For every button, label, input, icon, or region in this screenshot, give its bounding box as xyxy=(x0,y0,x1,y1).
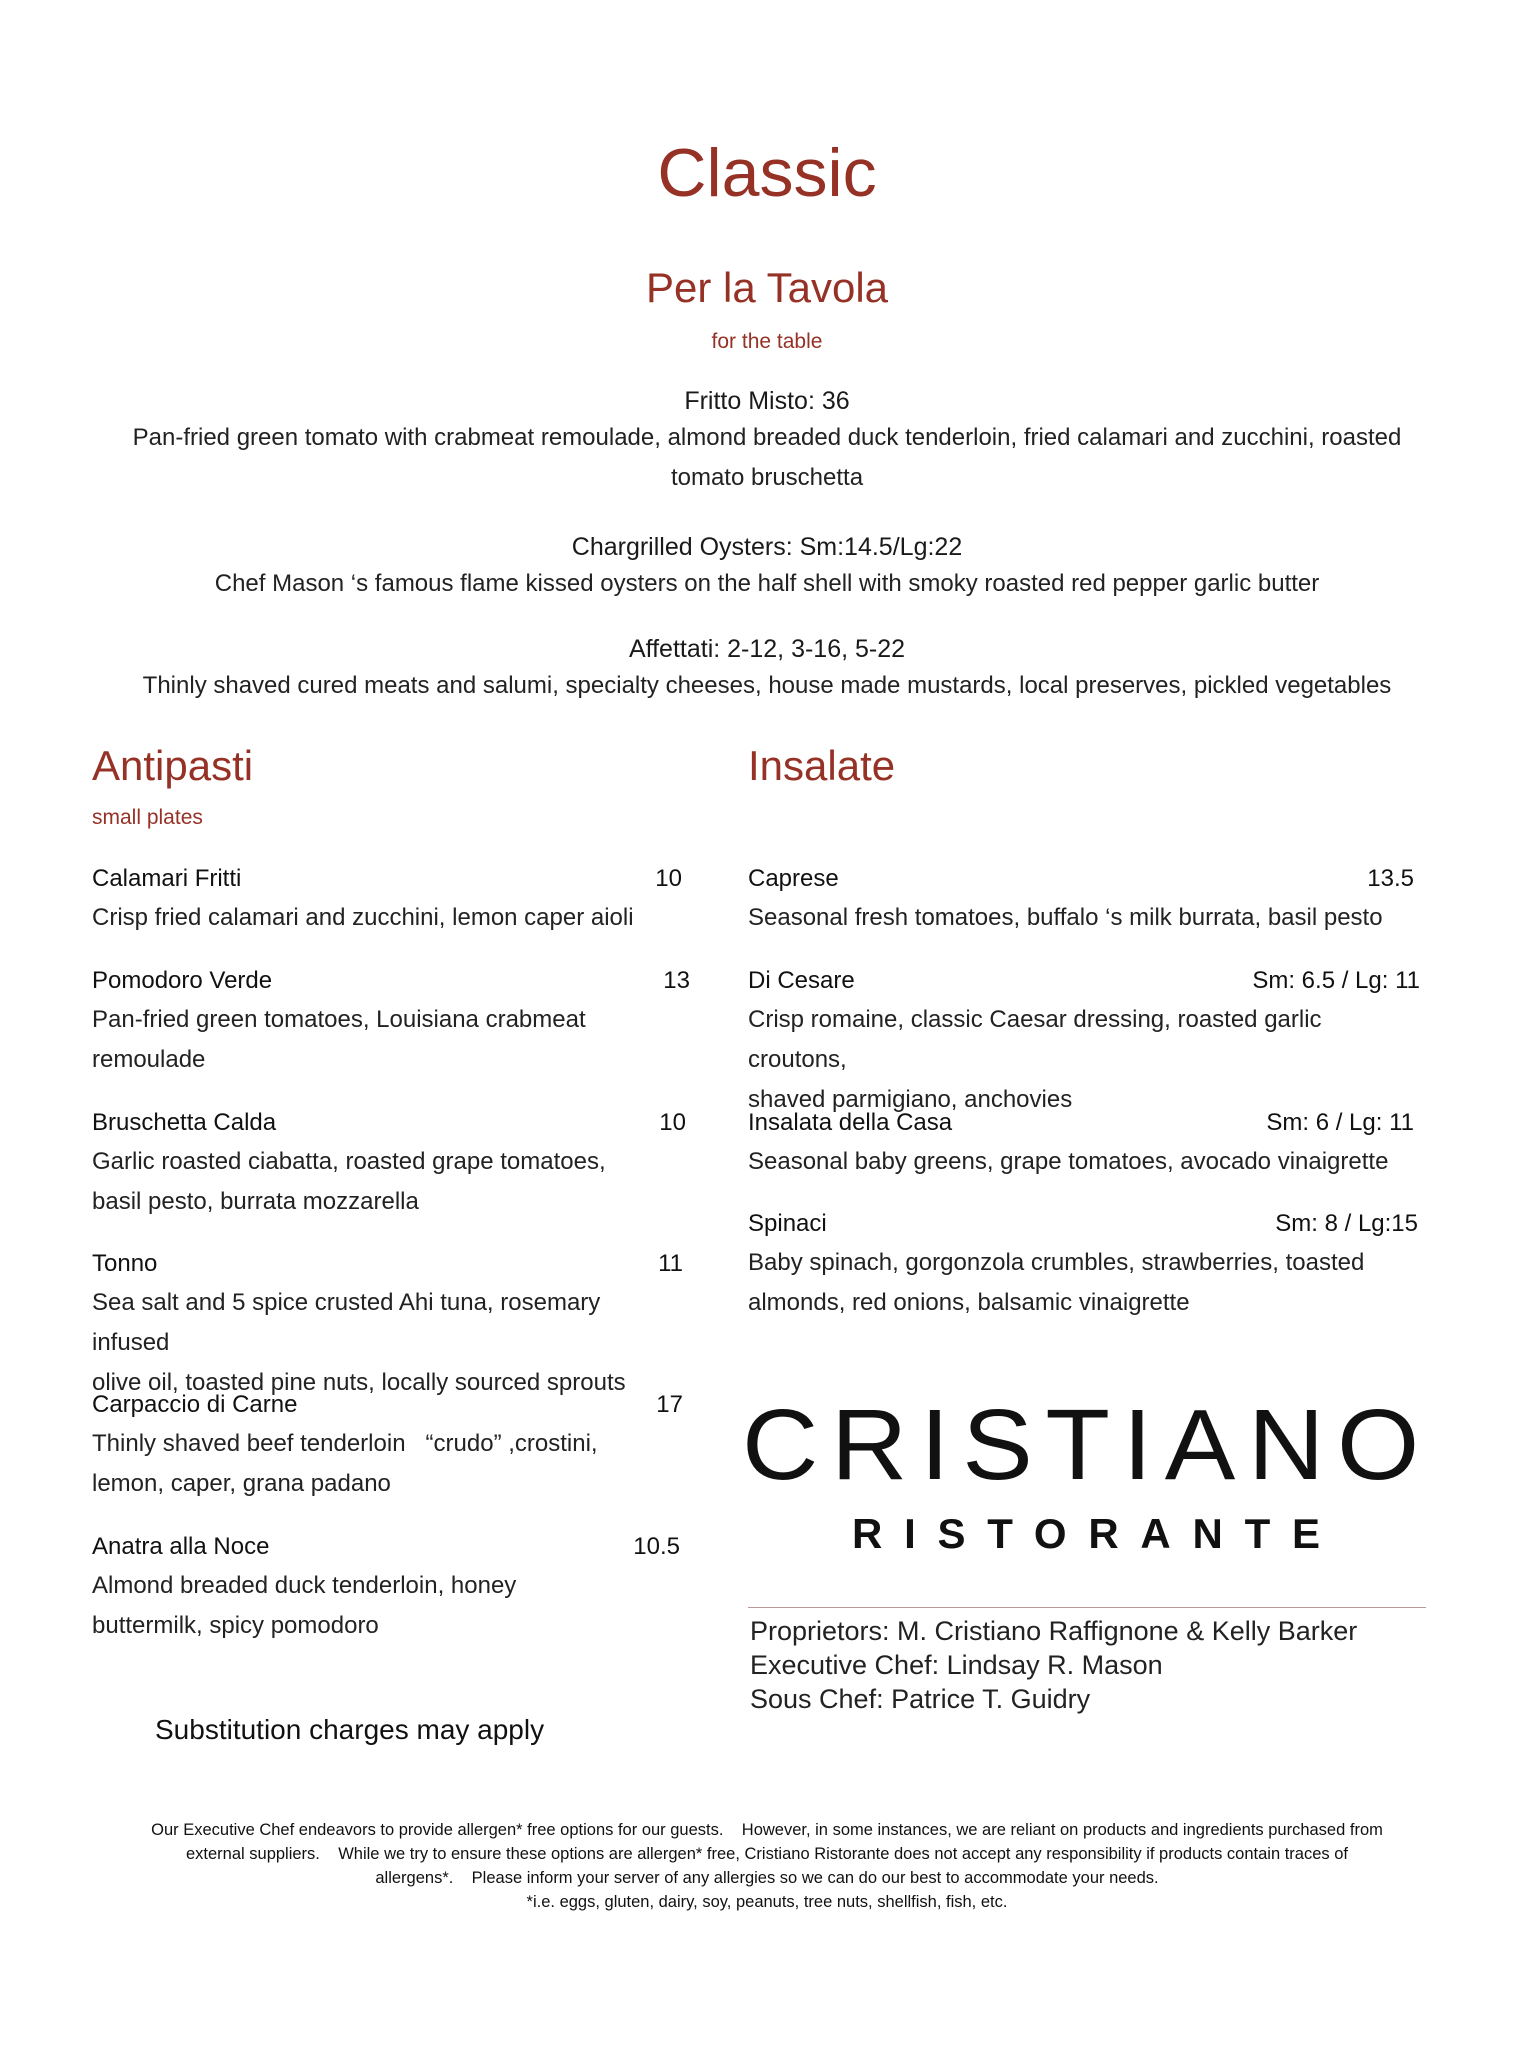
item-price: 10 xyxy=(655,865,682,892)
item-name: Insalata della Casa xyxy=(748,1109,953,1136)
item-price: Sm: 6 / Lg: 11 xyxy=(1266,1109,1414,1136)
item-name: Di Cesare xyxy=(748,967,855,994)
item-desc-line: buttermilk, spicy pomodoro xyxy=(92,1612,379,1639)
item-price: 10 xyxy=(659,1109,686,1136)
tavola-item xyxy=(80,384,1454,498)
disclaimer-line: *i.e. eggs, gluten, dairy, soy, peanuts, tree nuts, shellfish, fish, etc. xyxy=(526,1893,1008,1911)
item-name: Bruschetta Calda xyxy=(92,1109,277,1136)
insalate-item xyxy=(748,860,1414,938)
antipasti-item xyxy=(92,1104,686,1222)
substitution-note: Substitution charges may apply xyxy=(155,1714,545,1745)
tavola-item-desc-line: tomato bruschetta xyxy=(670,464,864,491)
antipasti-title: Antipasti xyxy=(92,742,254,789)
tavola-section-title: Per la Tavola xyxy=(645,264,889,311)
insalate-title: Insalate xyxy=(748,742,896,789)
antipasti-item xyxy=(92,1386,683,1504)
item-price: 13 xyxy=(663,967,690,994)
item-desc-line: Crisp romaine, classic Caesar dressing, roasted garlic croutons, xyxy=(748,1006,1322,1073)
logo-name: CRISTIANO xyxy=(742,1389,1432,1501)
item-desc-line: Crisp fried calamari and zucchini, lemon caper aioli xyxy=(92,904,634,931)
item-name: Calamari Fritti xyxy=(92,865,242,892)
item-name: Anatra alla Noce xyxy=(92,1533,270,1560)
antipasti-item xyxy=(92,1245,683,1403)
item-desc-line: Seasonal fresh tomatoes, buffalo ‘s milk burrata, basil pesto xyxy=(748,904,1383,931)
tavola-item-desc-line: Chef Mason ‘s famous flame kissed oysters on the half shell with smoky roasted red pepper garlic butter xyxy=(214,570,1320,597)
tavola-item-name: Fritto Misto: 36 xyxy=(684,387,850,415)
item-price: 10.5 xyxy=(633,1533,680,1560)
insalate-item xyxy=(748,962,1420,1120)
tavola-item-name: Chargrilled Oysters: Sm:14.5/Lg:22 xyxy=(571,533,963,561)
item-name: Spinaci xyxy=(748,1210,827,1237)
item-price: 13.5 xyxy=(1367,865,1414,892)
item-price: 17 xyxy=(656,1391,683,1418)
item-name: Pomodoro Verde xyxy=(92,967,273,994)
item-name: Carpaccio di Carne xyxy=(92,1391,298,1418)
page-title: Classic xyxy=(657,135,877,211)
tavola-section-subtitle: for the table xyxy=(711,330,823,353)
tavola-item-name: Affettati: 2-12, 3-16, 5-22 xyxy=(628,635,906,663)
item-desc-line: Almond breaded duck tenderloin, honey xyxy=(92,1572,517,1599)
item-price: 11 xyxy=(658,1250,683,1277)
tavola-item xyxy=(80,530,1454,604)
disclaimer-line: Our Executive Chef endeavors to provide allergen* free options for our guests. However, in some instances, we are reliant on products and ingredients purchased from xyxy=(151,1821,1383,1839)
proprietors-line: Proprietors: M. Cristiano Raffignone & Kelly Barker xyxy=(750,1616,1358,1646)
cristiano-logo xyxy=(740,1385,1434,1555)
antipasti-item xyxy=(92,1528,680,1646)
antipasti-item xyxy=(92,860,682,938)
insalate-item xyxy=(748,1104,1414,1182)
executive-chef-line: Executive Chef: Lindsay R. Mason xyxy=(750,1650,1163,1680)
disclaimer-line: external suppliers. While we try to ensure these options are allergen* free, Cristiano Ristorante does not accept any responsibility if products contain traces of xyxy=(185,1845,1348,1863)
item-desc-line: Seasonal baby greens, grape tomatoes, avocado vinaigrette xyxy=(748,1148,1389,1175)
item-desc-line: Pan-fried green tomatoes, Louisiana crabmeat xyxy=(92,1006,586,1033)
item-desc-line: Sea salt and 5 spice crusted Ahi tuna, rosemary infused xyxy=(92,1289,601,1356)
item-price: Sm: 6.5 / Lg: 11 xyxy=(1252,967,1420,994)
item-name: Tonno xyxy=(92,1250,158,1277)
item-desc-line: remoulade xyxy=(92,1046,206,1073)
tavola-item-desc-line: Pan-fried green tomato with crabmeat remoulade, almond breaded duck tenderloin, fried calamari and zucchini, roasted xyxy=(132,424,1402,451)
tavola-item xyxy=(80,632,1454,706)
disclaimer-line: allergens*. Please inform your server of any allergies so we can do our best to accommodate your needs. xyxy=(375,1869,1159,1887)
item-desc-line: olive oil, toasted pine nuts, locally sourced sprouts xyxy=(92,1369,626,1396)
item-name: Caprese xyxy=(748,865,839,892)
item-price: Sm: 8 / Lg:15 xyxy=(1275,1210,1418,1237)
logo-tagline: RISTORANTE xyxy=(852,1510,1320,1555)
tavola-item-desc-line: Thinly shaved cured meats and salumi, specialty cheeses, house made mustards, local preserves, pickled vegetables xyxy=(142,672,1392,699)
item-desc-line: Thinly shaved beef tenderloin “crudo” ,crostini, xyxy=(92,1430,598,1457)
item-desc-line: lemon, caper, grana padano xyxy=(92,1470,391,1497)
item-desc-line: almonds, red onions, balsamic vinaigrette xyxy=(748,1289,1190,1316)
sous-chef-line: Sous Chef: Patrice T. Guidry xyxy=(750,1684,1091,1714)
item-desc-line: basil pesto, burrata mozzarella xyxy=(92,1188,419,1215)
item-desc-line: Garlic roasted ciabatta, roasted grape tomatoes, xyxy=(92,1148,606,1175)
insalate-item xyxy=(748,1205,1418,1323)
item-desc-line: shaved parmigiano, anchovies xyxy=(748,1086,1073,1113)
item-desc-line: Baby spinach, gorgonzola crumbles, strawberries, toasted xyxy=(748,1249,1365,1276)
allergen-disclaimer xyxy=(90,1818,1444,1914)
antipasti-subtitle: small plates xyxy=(92,806,203,829)
divider xyxy=(748,1607,1426,1608)
antipasti-item xyxy=(92,962,690,1080)
